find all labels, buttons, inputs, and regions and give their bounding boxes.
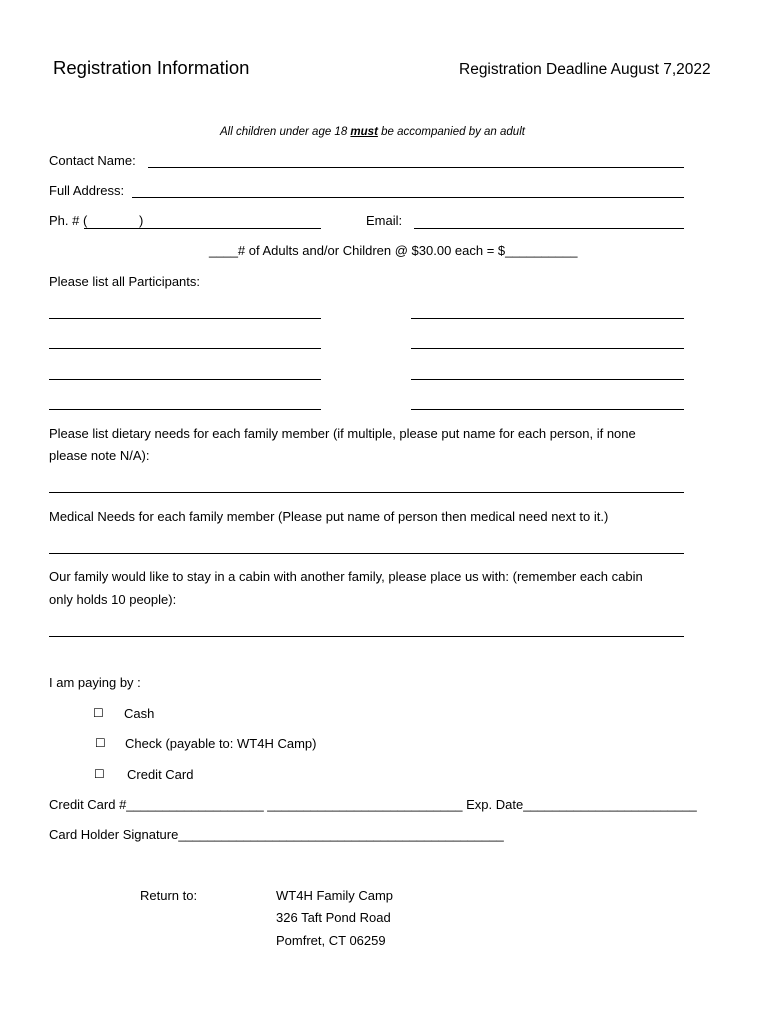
credit-card-number-line[interactable]: Credit Card #___________________ ___________________________ Exp. Date________________________	[49, 797, 697, 812]
participant-line[interactable]	[411, 348, 684, 349]
page-title: Registration Information	[53, 57, 250, 78]
email-label: Email:	[366, 213, 403, 228]
age-notice-emphasis: must	[350, 126, 378, 138]
full-address-field[interactable]	[132, 197, 684, 198]
contact-name-field[interactable]	[148, 167, 684, 168]
check-option-label: Check (payable to: WT4H Camp)	[125, 736, 317, 751]
credit-card-option-label: Credit Card	[127, 767, 194, 782]
dietary-label-line1: Please list dietary needs for each family member (if multiple, please put name for each person, if none	[49, 426, 636, 441]
participant-line[interactable]	[49, 379, 321, 380]
participants-label: Please list all Participants:	[49, 274, 201, 289]
return-address-line: 326 Taft Pond Road	[276, 910, 391, 925]
cabin-label-line1: Our family would like to stay in a cabin with another family, please place us with: (remember each cabin	[49, 569, 643, 584]
cash-option-label: Cash	[124, 706, 155, 721]
return-to-label: Return to:	[140, 888, 198, 903]
cash-checkbox[interactable]: ☐	[93, 706, 104, 720]
email-field[interactable]	[414, 228, 684, 229]
phone-paren-close: )	[139, 213, 144, 228]
phone-field[interactable]	[84, 228, 321, 229]
dietary-label-line2: please note N/A):	[49, 448, 150, 463]
medical-label: Medical Needs for each family member (Please put name of person then medical need next to it.)	[49, 509, 609, 524]
dietary-field[interactable]	[49, 492, 684, 493]
fee-line[interactable]: ____# of Adults and/or Children @ $30.00 each = $__________	[209, 243, 578, 258]
age-notice-post: be accompanied by an adult	[377, 126, 525, 138]
full-address-label: Full Address:	[49, 183, 125, 198]
participant-line[interactable]	[411, 318, 684, 319]
payment-label: I am paying by :	[49, 675, 141, 690]
return-address-line: Pomfret, CT 06259	[276, 933, 386, 948]
participant-line[interactable]	[49, 348, 321, 349]
participant-line[interactable]	[411, 409, 684, 410]
age-notice	[220, 125, 525, 139]
registration-deadline: Registration Deadline August 7,2022	[459, 61, 711, 78]
check-checkbox[interactable]: ☐	[95, 736, 106, 750]
age-notice-pre: All children under age 18	[220, 126, 351, 138]
contact-name-label: Contact Name:	[49, 153, 136, 168]
participant-line[interactable]	[49, 409, 321, 410]
medical-field[interactable]	[49, 553, 684, 554]
participant-line[interactable]	[49, 318, 321, 319]
credit-card-checkbox[interactable]: ☐	[94, 767, 105, 781]
cabin-field[interactable]	[49, 636, 684, 637]
card-holder-signature-line[interactable]: Card Holder Signature_____________________________________________	[49, 827, 504, 842]
participant-line[interactable]	[411, 379, 684, 380]
cabin-label-line2: only holds 10 people):	[49, 592, 177, 607]
phone-label: Ph. # (	[49, 213, 88, 228]
return-address-line: WT4H Family Camp	[276, 888, 394, 903]
